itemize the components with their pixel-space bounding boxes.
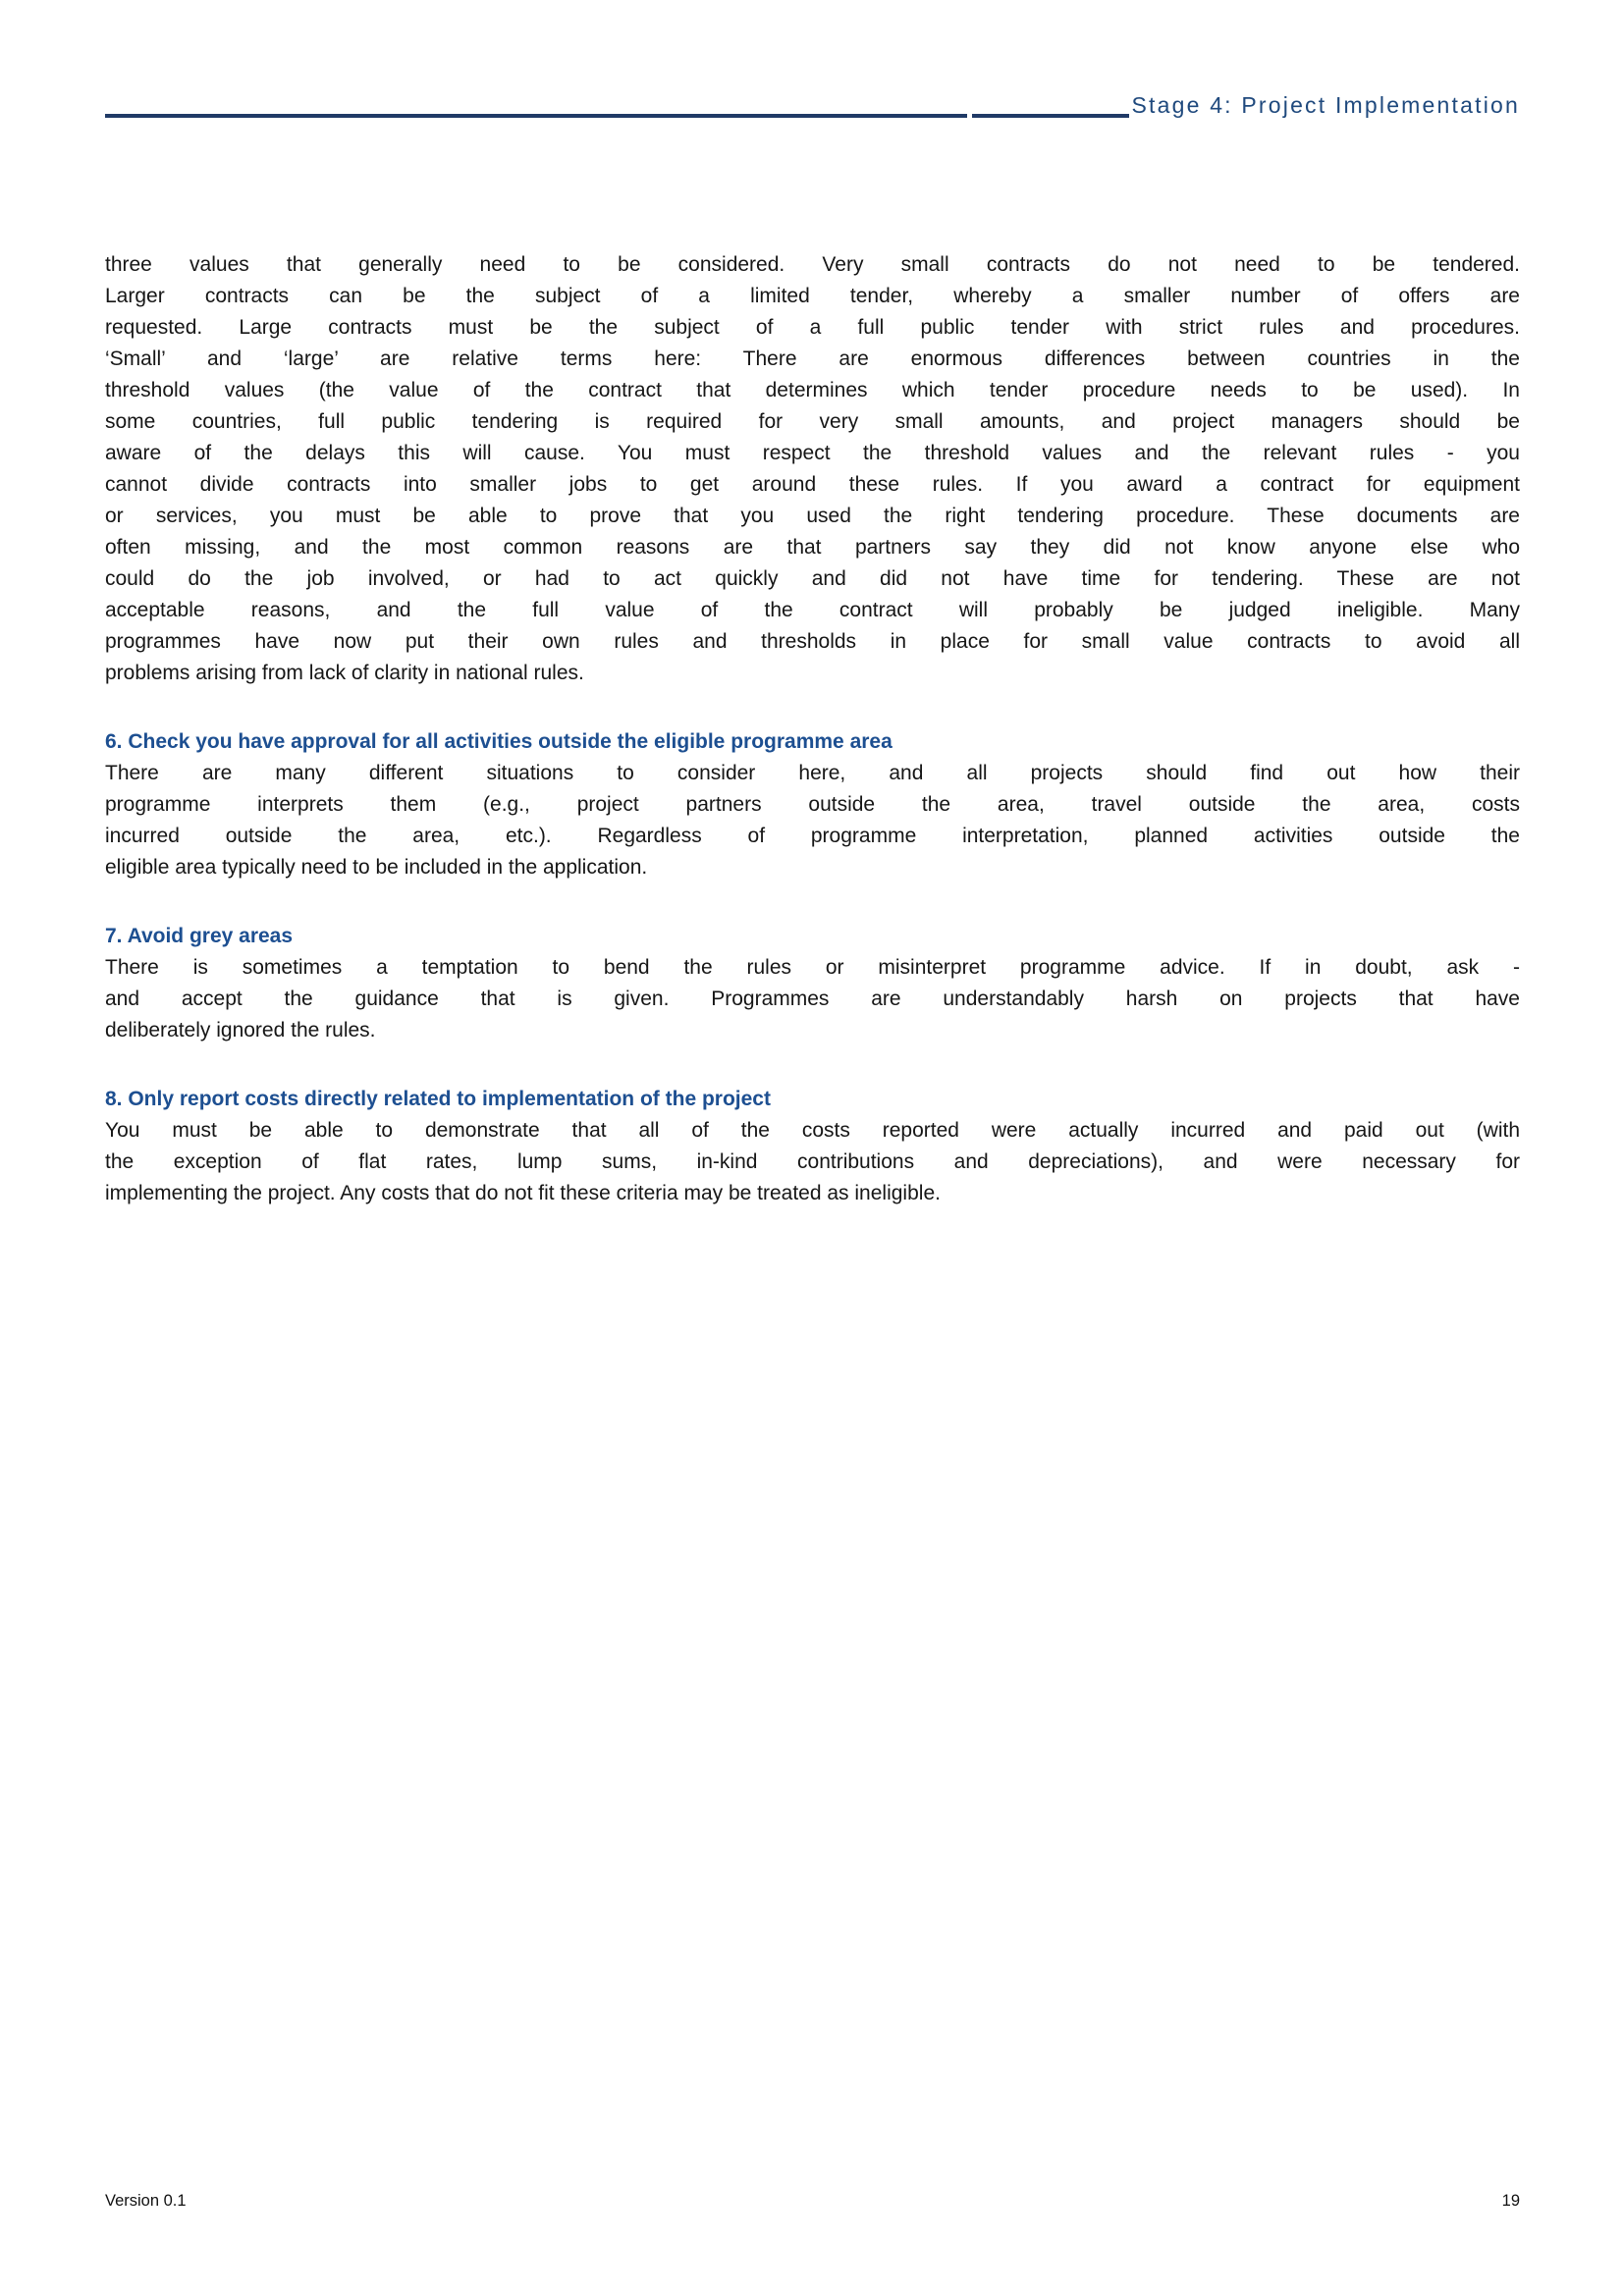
text-line: problems arising from lack of clarity in national rules.	[105, 662, 584, 684]
text-line: some countries, full public tendering is required for very small amounts, and project managers should be	[105, 410, 1520, 433]
header-rule	[105, 114, 967, 118]
text-line: incurred outside the area, etc.). Regardless of programme interpretation, planned activities outside the	[105, 825, 1520, 847]
text-line: the exception of flat rates, lump sums, in-kind contributions and depreciations), and were necessary for	[105, 1150, 1520, 1173]
text-line: eligible area typically need to be included in the application.	[105, 856, 648, 879]
paragraph-section-6	[105, 758, 1520, 883]
text-line: implementing the project. Any costs that do not fit these criteria may be treated as ineligible.	[105, 1182, 941, 1204]
text-line: programme interprets them (e.g., project partners outside the area, travel outside the area, costs	[105, 793, 1520, 816]
text-line: threshold values (the value of the contract that determines which tender procedure needs to be used). In	[105, 379, 1520, 401]
text-line: aware of the delays this will cause. You must respect the threshold values and the relevant rules - you	[105, 442, 1520, 464]
header-rule-segment	[972, 114, 1129, 118]
text-line: could do the job involved, or had to act quickly and did not have time for tendering. These are not	[105, 567, 1520, 590]
page-header-title: Stage 4: Project Implementation	[1131, 92, 1520, 118]
text-line: and accept the guidance that is given. Programmes are understandably harsh on projects that have	[105, 988, 1520, 1010]
section-heading-8: 8. Only report costs directly related to implementation of the project	[105, 1088, 771, 1110]
version-label: Version 0.1	[105, 2192, 187, 2210]
text-line: programmes have now put their own rules and thresholds in place for small value contracts to avoid all	[105, 630, 1520, 653]
text-line: You must be able to demonstrate that all of the costs reported were actually incurred and paid out (with	[105, 1119, 1520, 1142]
text-line: acceptable reasons, and the full value of the contract will probably be judged ineligible. Many	[105, 599, 1520, 621]
page-footer	[105, 2189, 1520, 2213]
page-header	[105, 88, 1520, 122]
text-line: requested. Large contracts must be the subject of a full public tender with strict rules and procedures.	[105, 316, 1520, 339]
section-heading-7: 7. Avoid grey areas	[105, 925, 294, 947]
text-line: often missing, and the most common reasons are that partners say they did not know anyone else who	[105, 536, 1520, 559]
text-line: Larger contracts can be the subject of a limited tender, whereby a smaller number of offers are	[105, 285, 1520, 307]
paragraph-section-7	[105, 952, 1520, 1046]
text-line: ‘Small’ and ‘large’ are relative terms here: There are enormous differences between countries in the	[105, 347, 1520, 370]
section-heading-6: 6. Check you have approval for all activities outside the eligible programme area	[105, 730, 893, 753]
text-line: three values that generally need to be considered. Very small contracts do not need to be tendered.	[105, 253, 1520, 276]
paragraph-section-8	[105, 1115, 1520, 1209]
page-number: 19	[1501, 2192, 1520, 2210]
document-body	[105, 249, 1520, 1209]
text-line: There are many different situations to consider here, and all projects should find out how their	[105, 762, 1520, 784]
text-line: There is sometimes a temptation to bend the rules or misinterpret programme advice. If in doubt, ask -	[105, 956, 1520, 979]
text-line: cannot divide contracts into smaller jobs to get around these rules. If you award a contract for equipment	[105, 473, 1520, 496]
text-line: or services, you must be able to prove that you used the right tendering procedure. These documents are	[105, 505, 1520, 527]
text-line: deliberately ignored the rules.	[105, 1019, 376, 1041]
paragraph-contract-tendering-continued	[105, 249, 1520, 689]
